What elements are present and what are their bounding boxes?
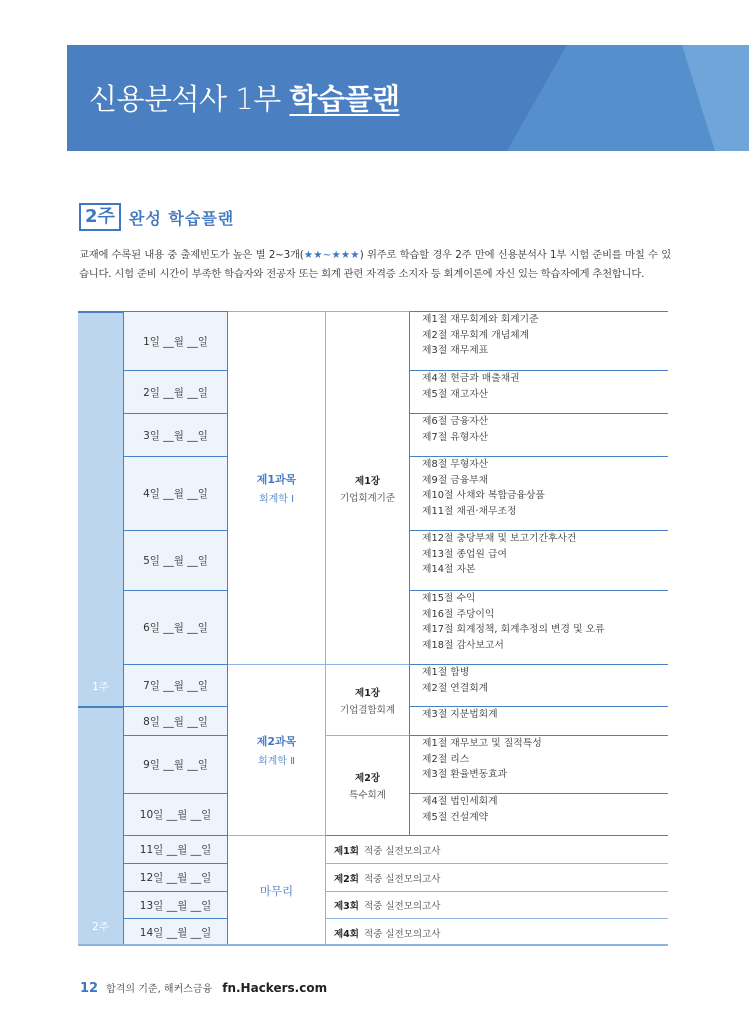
day-cell: 14일 __월 __일	[123, 918, 228, 946]
day-cell: 4일 __월 __일	[123, 456, 228, 530]
subject-cell	[228, 835, 326, 946]
section-item: 제4절 현금과 매출채권	[422, 373, 520, 384]
chapter-cell	[326, 311, 410, 664]
section-list	[410, 706, 668, 735]
page-number: 12	[80, 981, 99, 996]
page-title-highlight: 학습플랜	[289, 82, 400, 116]
banner-shape	[715, 45, 749, 151]
section-item: 제1절 재무보고 및 질적특성	[422, 738, 542, 749]
section-item: 제8절 무형자산	[422, 459, 489, 470]
section-item: 제3절 지분법회계	[422, 709, 498, 720]
section-title: 완성 학습플랜	[128, 208, 235, 228]
chapter-cell	[326, 735, 410, 835]
section-item: 제4절 법인세회계	[422, 796, 498, 807]
subject-cell	[228, 311, 326, 664]
section-item: 제10절 사채와 복합금융상품	[422, 490, 545, 501]
banner-shape	[682, 45, 715, 151]
section-item: 제16절 주당이익	[422, 608, 495, 620]
day-cell: 2일 __월 __일	[123, 370, 228, 413]
mock-exam-round: 제3회	[334, 901, 359, 912]
section-item: 제5절 재고자산	[422, 388, 489, 400]
section-list	[410, 793, 668, 835]
mock-exam-row	[326, 835, 668, 863]
section-item: 제3절 환율변동효과	[422, 769, 508, 780]
day-cell: 7일 __월 __일	[123, 664, 228, 706]
page-banner	[67, 45, 749, 151]
section-item: 제2절 연결회계	[422, 682, 489, 694]
section-item: 제3절 재무제표	[422, 345, 489, 356]
study-plan-table	[78, 311, 668, 946]
week-badge: 2주	[79, 203, 121, 231]
footer-url: fn.Hackers.com	[222, 981, 328, 995]
section-item: 제13절 종업원 급여	[422, 548, 507, 560]
subject-subtitle: 회계학 Ⅰ	[258, 494, 295, 505]
mock-exam-round: 제4회	[334, 928, 359, 940]
section-item: 제6절 금융자산	[422, 416, 489, 427]
mock-exam-round: 제1회	[334, 845, 359, 857]
section-item: 제18절 감사보고서	[422, 639, 504, 651]
day-cell: 10일 __월 __일	[123, 793, 228, 835]
section-item: 제11절 채권·채무조정	[422, 505, 517, 517]
chapter-subtitle: 기업회계기준	[339, 492, 396, 504]
mock-exam-round: 제2회	[334, 873, 359, 885]
subject-title: 제2과목	[256, 735, 297, 748]
section-item: 제17절 회계정책, 회계추정의 변경 및 오류	[422, 624, 605, 635]
page-title-prefix: 신용분석사 1부	[89, 82, 281, 116]
star-rating: ★★~★★★	[303, 249, 360, 261]
subject-title: 마무리	[259, 884, 294, 898]
chapter-title: 제2장	[355, 773, 380, 784]
section-header	[79, 203, 234, 231]
section-list	[410, 456, 668, 530]
section-list	[410, 664, 668, 706]
section-list	[410, 735, 668, 793]
day-cell: 8일 __월 __일	[123, 706, 228, 735]
subject-subtitle: 회계학 Ⅱ	[257, 756, 296, 767]
mock-exam-label: 적중 실전모의고사	[363, 928, 441, 940]
section-item: 제12절 충당부채 및 보고기간후사건	[422, 533, 577, 544]
day-cell: 11일 __월 __일	[123, 835, 228, 863]
section-item: 제2절 재무회계 개념체계	[422, 329, 530, 341]
day-cell: 1일 __월 __일	[123, 311, 228, 370]
subject-title: 제1과목	[256, 473, 297, 486]
section-item: 제5절 건설계약	[422, 811, 489, 823]
chapter-title: 제1장	[355, 475, 380, 487]
footer-tagline: 합격의 기준, 해커스금융	[106, 984, 213, 995]
mock-exam-label: 적중 실전모의고사	[363, 845, 441, 857]
mock-exam-row	[326, 918, 668, 946]
page-footer	[80, 980, 327, 996]
day-cell: 12일 __월 __일	[123, 863, 228, 891]
day-cell: 9일 __월 __일	[123, 735, 228, 793]
chapter-title: 제1장	[355, 687, 380, 699]
chapter-subtitle: 특수회계	[349, 790, 386, 801]
table-bottom-border	[78, 944, 668, 946]
chapter-cell	[326, 664, 410, 735]
section-item: 제14절 자본	[422, 564, 476, 575]
section-item: 제2절 리스	[422, 753, 470, 765]
intro-text: 교재에 수록된 내용 중 출제빈도가 높은 별 2~3개(	[79, 249, 304, 261]
section-item: 제7절 유형자산	[422, 431, 489, 443]
mock-exam-label: 적중 실전모의고사	[363, 873, 441, 885]
chapter-subtitle: 기업결합회계	[339, 704, 396, 716]
section-list	[410, 413, 668, 456]
day-cell: 3일 __월 __일	[123, 413, 228, 456]
intro-paragraph	[79, 246, 671, 283]
day-cell: 5일 __월 __일	[123, 530, 228, 590]
page-title	[89, 77, 400, 118]
section-item: 제1절 재무회계와 회계기준	[422, 314, 539, 325]
section-item: 제9절 금융부채	[422, 474, 489, 486]
section-item: 제15절 수익	[422, 593, 476, 604]
mock-exam-label: 적중 실전모의고사	[363, 901, 441, 912]
mock-exam-row	[326, 863, 668, 891]
week-label: 1주	[78, 311, 123, 706]
week-label: 2주	[78, 706, 123, 946]
day-cell: 13일 __월 __일	[123, 891, 228, 918]
subject-cell	[228, 664, 326, 835]
intro-text: ) 위주로 학습할 경우 2주 만에 신용분석사 1부 시험 준비를 마칠 수 있습니다. 시험 준비 시간이 부족한 학습자와 전공자 또는 회계 관련 자격증 소지자 등 회계이론에 자신 있는 학습자에게 추천합니다.	[79, 249, 672, 280]
banner-shape	[507, 45, 567, 151]
day-cell: 6일 __월 __일	[123, 590, 228, 664]
section-list	[410, 590, 668, 664]
section-list	[410, 370, 668, 413]
section-list	[410, 311, 668, 370]
section-list	[410, 530, 668, 590]
mock-exam-row	[326, 891, 668, 918]
section-item: 제1절 합병	[422, 667, 470, 678]
